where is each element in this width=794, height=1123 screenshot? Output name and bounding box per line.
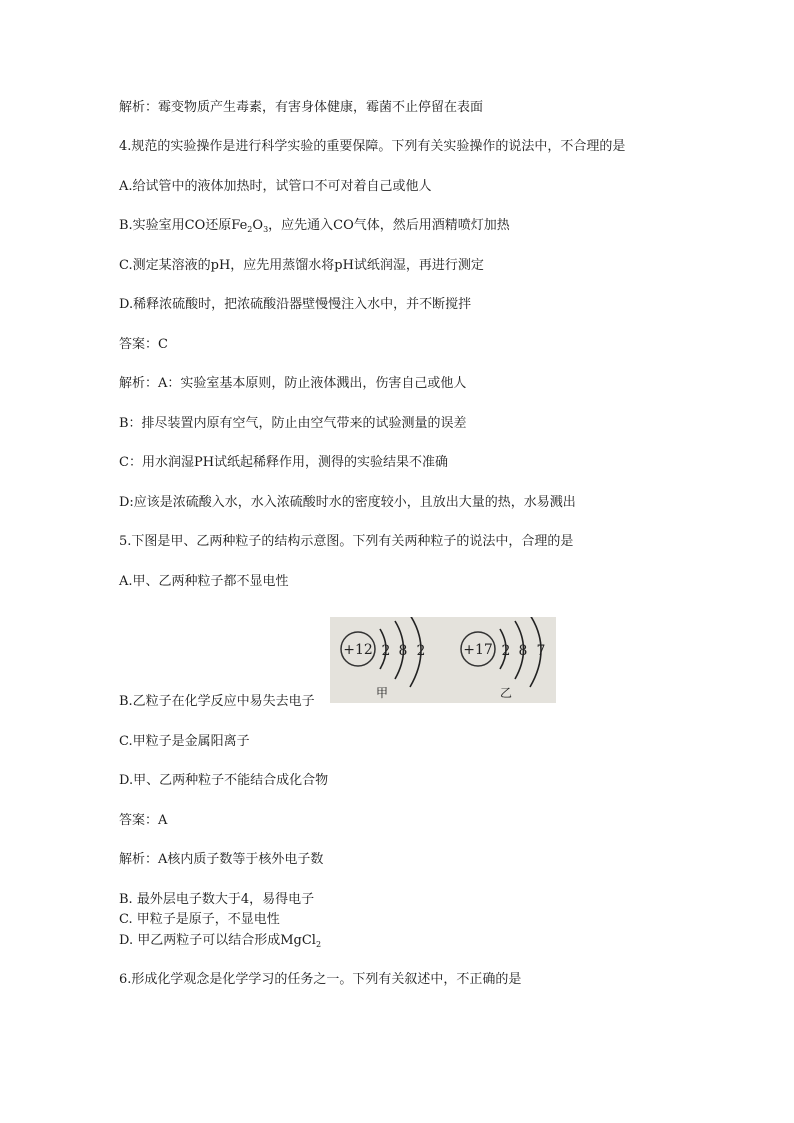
question-4-option-c: C.测定某溶液的pH，应先用蒸馏水将pH试纸润湿，再进行测定 [119,258,484,273]
atomic-structure-figure [330,617,556,703]
question-4-option-a: A.给试管中的液体加热时，试管口不可对着自己或他人 [119,179,432,194]
question-5-stem: 5.下图是甲、乙两种粒子的结构示意图。下列有关两种粒子的说法中，合理的是 [119,534,574,549]
question-4-option-b: B.实验室用CO还原$Fe_2O_3$，应先通入CO气体，然后用酒精喷灯加热 [119,218,510,234]
right-electron-shell-1: 2 [501,643,511,659]
question-5-answer: 答案：A [119,813,168,828]
left-electron-shell-1: 2 [381,643,391,659]
question-4-analysis-c: C：用水润湿PH试纸起稀释作用，测得的实验结果不准确 [119,455,449,470]
question-5-option-c: C.甲粒子是金属阳离子 [119,734,250,749]
left-electron-shell-3: 2 [416,643,426,659]
question-5-option-d: D.甲、乙两种粒子不能结合成化合物 [119,773,329,788]
question-4-analysis-d: D:应该是浓硫酸入水，水入浓硫酸时水的密度较小，且放出大量的热，水易溅出 [119,495,576,510]
question-4-analysis-a: 解析：A：实验室基本原则，防止液体溅出，伤害自己或他人 [119,376,467,391]
question-5-analysis-b: B. 最外层电子数大于4，易得电子 [119,892,315,907]
left-particle-label: 甲 [375,686,389,700]
analysis-line-q3: 解析：霉变物质产生毒素，有害身体健康，霉菌不止停留在表面 [119,100,484,115]
right-electron-shell-3: 7 [536,643,546,659]
question-5-analysis-d: D. 甲乙两粒子可以结合形成MgCl$_2$ [119,933,322,949]
question-5-option-a: A.甲、乙两种粒子都不显电性 [119,574,289,589]
question-5-analysis-a: 解析：A核内质子数等于核外电子数 [119,852,324,867]
right-nucleus-charge: +17 [463,642,493,658]
question-4-stem: 4.规范的实验操作是进行科学实验的重要保障。下列有关实验操作的说法中，不合理的是 [119,139,626,154]
question-4-analysis-b: B：排尽装置内原有空气，防止由空气带来的试验测量的误差 [119,416,467,431]
question-4-option-d: D.稀释浓硫酸时，把浓硫酸沿器壁慢慢注入水中，并不断搅拌 [119,297,472,312]
question-4-answer: 答案：C [119,337,168,352]
question-5-analysis-c: C. 甲粒子是原子，不显电性 [119,912,280,927]
left-electron-shell-2: 8 [398,643,408,659]
question-5-option-b: B.乙粒子在化学反应中易失去电子 [119,694,315,709]
right-electron-shell-2: 8 [518,643,528,659]
left-nucleus-charge: +12 [343,642,373,658]
question-6-stem: 6.形成化学观念是化学学习的任务之一。下列有关叙述中，不正确的是 [119,972,522,987]
right-particle-label: 乙 [499,686,513,700]
